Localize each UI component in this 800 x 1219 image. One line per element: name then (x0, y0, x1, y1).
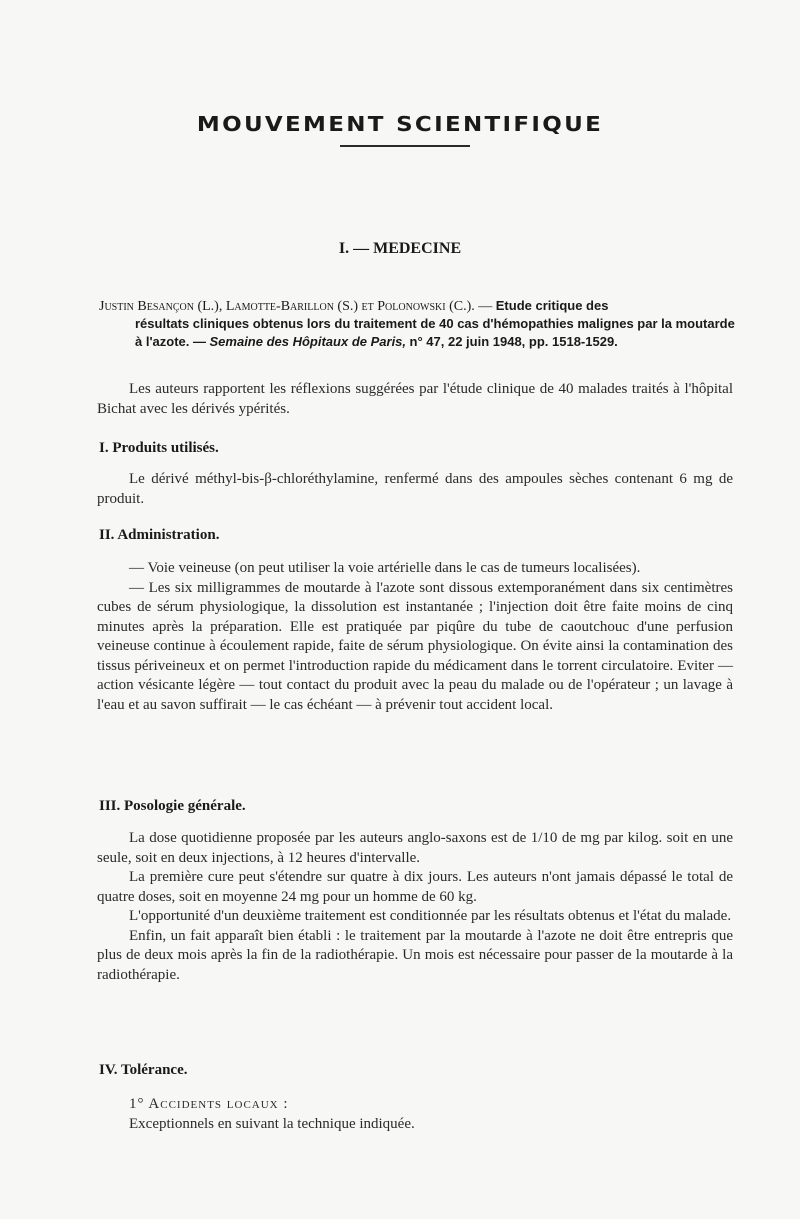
paragraph: — Les six milligrammes de moutarde à l'azote sont dissous extemporanément dans six centimètres cubes de sérum physiologique, la dissolution est instantanée ; l'injection doit être faite moins de cinq minutes après la préparation. Elle est pratiquée par piqûre du tube de caoutchouc d'une perfusion veineuse continue à écoulement rapide, faite de sérum physiologique. On évite ainsi la contamination des tissus périveineux et on permet l'introduction rapide du médicament dans le torrent circulatoire. Eviter — action vésicante légère — tout contact du produit avec la peau du malade ou de l'opérateur ; un lavage à l'eau et au savon suffirait — le cas échéant — à prévenir tout accident local. (97, 579, 733, 713)
paragraph: La dose quotidienne proposée par les auteurs anglo-saxons est de 1/10 de mg par kilog. soit en une seule, soit en deux injections, à 12 heures d'intervalle. (97, 830, 733, 866)
reference-title-start: Etude critique des (495, 298, 609, 313)
section-title: I. — MEDECINE (338, 240, 462, 257)
paragraph: Exceptionnels en suivant la technique indiquée. (129, 1115, 415, 1132)
reference-journal: Semaine des Hôpitaux de Paris, (209, 334, 407, 349)
reference-authors: Justin Besançon (L.), Lamotte-Barillon (S.) et Polonowski (C.). — (99, 299, 493, 314)
section-heading-produits: I. Produits utilisés. (99, 440, 219, 456)
section-heading-tolerance: IV. Tolérance. (99, 1062, 188, 1078)
title-divider (340, 145, 470, 147)
page-title: MOUVEMENT SCIENTIFIQUE (196, 112, 604, 136)
paragraph: La première cure peut s'étendre sur quatre à dix jours. Les auteurs n'ont jamais dépassé le total de quatre doses, soit en moyenne 24 mg pour un homme de 60 kg. (97, 869, 733, 905)
section-body-posologie (97, 829, 733, 985)
paragraph: L'opportunité d'un deuxième traitement est conditionnée par les résultats obtenus et l'état du malade. (129, 908, 732, 924)
paragraph: Le dérivé méthyl-bis-β-chloréthylamine, renfermé dans des ampoules sèches contenant 6 mg de produit. (97, 471, 733, 507)
intro-text: Les auteurs rapportent les réflexions suggérées par l'étude clinique de 40 malades traités à l'hôpital Bichat avec les dérivés ypérités. (97, 381, 733, 417)
bibliographic-reference (99, 297, 735, 351)
paragraph: Enfin, un fait apparaît bien établi : le traitement par la moutarde à l'azote ne doit être entrepris que plus de deux mois après la fin de la radiothérapie. Un mois est nécessaire pour passer de la moutarde à la radiothérapie. (97, 927, 733, 983)
section-heading-administration: II. Administration. (99, 527, 220, 543)
section-body-administration (97, 559, 733, 715)
paragraph: — Voie veineuse (on peut utiliser la voie artérielle dans le cas de tumeurs localisées). (129, 560, 641, 576)
intro-paragraph (97, 380, 733, 419)
reference-citation: n° 47, 22 juin 1948, pp. 1518-1529. (409, 334, 618, 349)
section-heading-posologie: III. Posologie générale. (99, 798, 246, 814)
section-body-tolerance (97, 1095, 733, 1134)
section-body-produits (97, 470, 733, 509)
reference-title-rest: résultats cliniques obtenus lors du traitement de 40 cas d'hémopathies malignes par la moutarde à l'azote. — (135, 316, 735, 349)
subheading: 1° Accidents locaux : (129, 1096, 289, 1112)
